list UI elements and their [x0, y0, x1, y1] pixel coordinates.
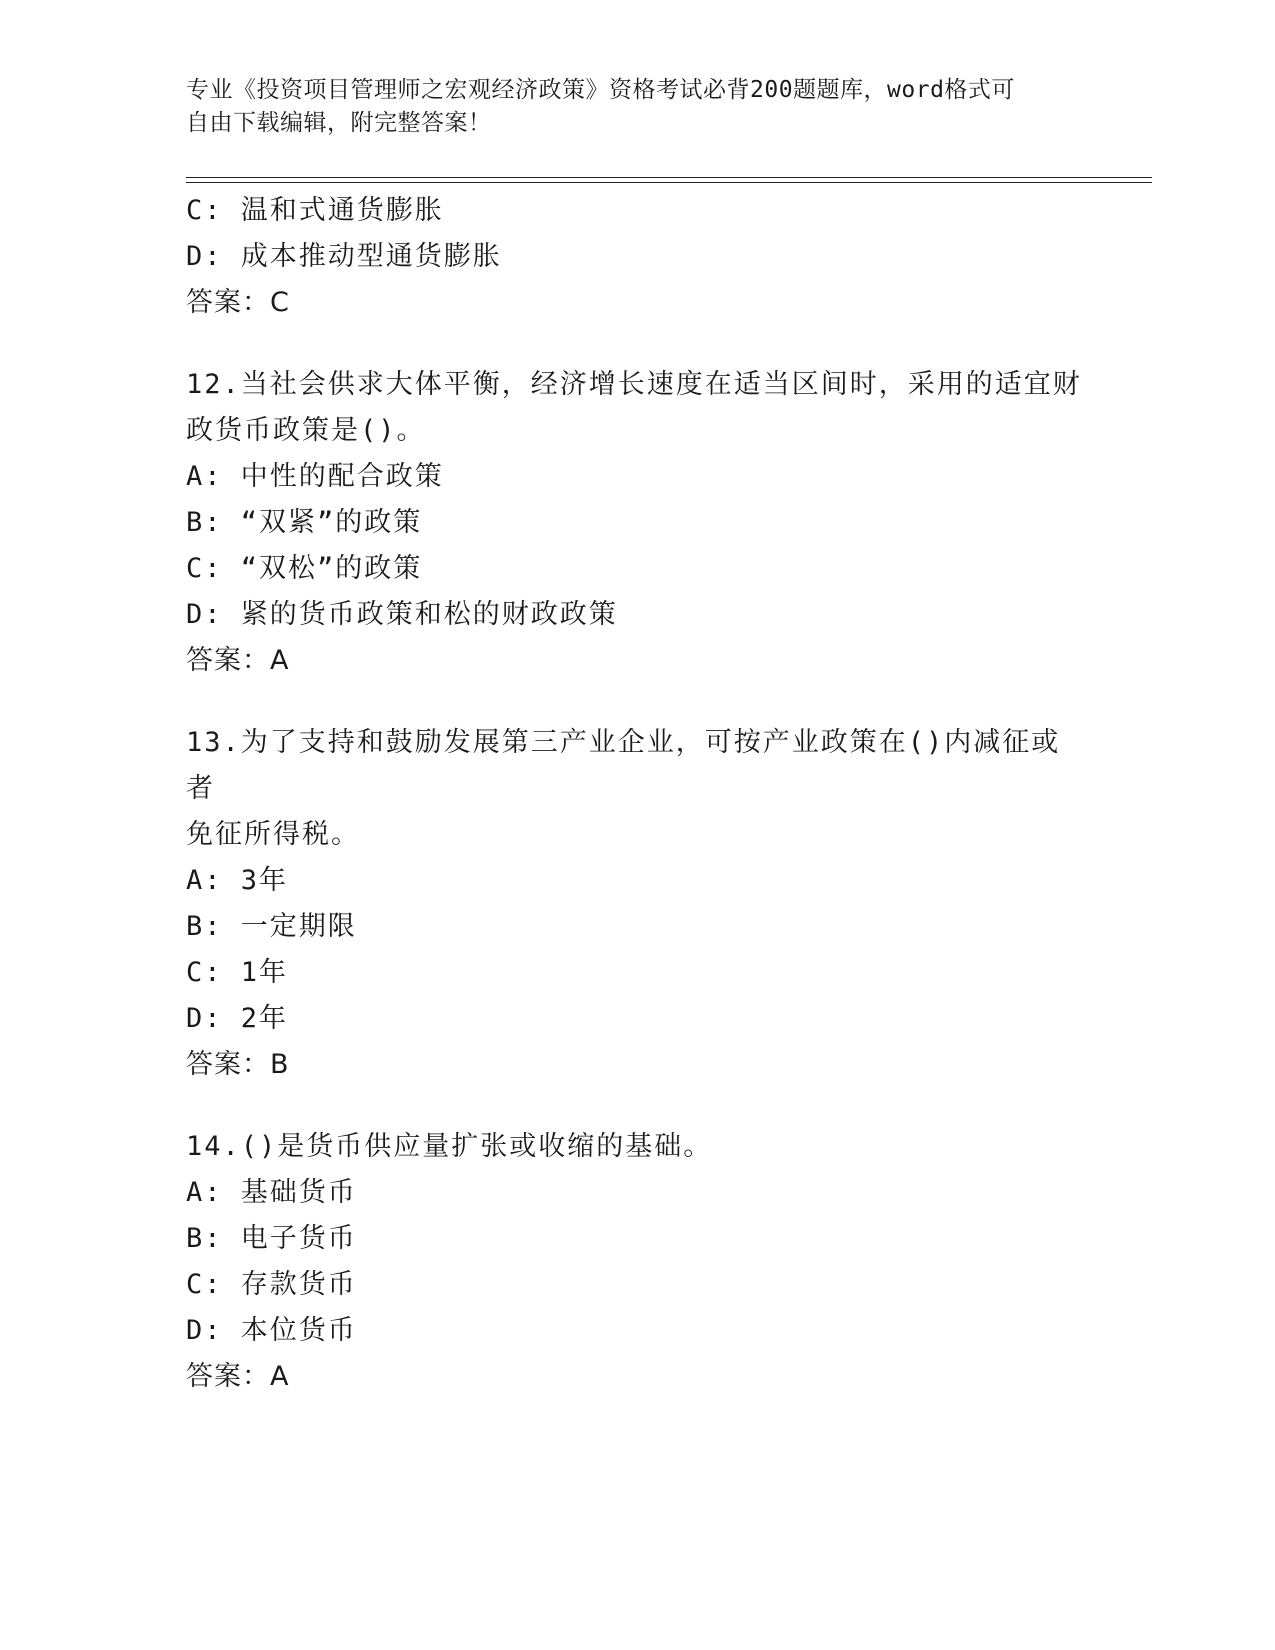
option-d [186, 234, 1086, 280]
answer-label: 答案： [186, 1049, 270, 1080]
option-text: 基础货币 [240, 1177, 357, 1208]
option-b [186, 500, 1086, 546]
option-label: B: [186, 1223, 223, 1254]
question-list [186, 188, 1086, 1400]
question-block-13 [186, 720, 1086, 1088]
question-text [186, 720, 1086, 858]
option-text: 2年 [240, 1003, 289, 1034]
question-line-1: 13.为了支持和鼓励发展第三产业企业，可按产业政策在()内减征或者 [186, 727, 1061, 804]
option-text: 中性的配合政策 [240, 461, 444, 492]
option-label: A: [186, 865, 223, 896]
option-b [186, 1216, 1086, 1262]
question-line-1: 14.()是货币供应量扩张或收缩的基础。 [186, 1131, 713, 1162]
option-label: D: [186, 599, 223, 630]
option-label: C: [186, 553, 223, 584]
option-text: 紧的货币政策和松的财政政策 [240, 599, 618, 630]
option-b [186, 904, 1086, 950]
option-text: “双紧”的政策 [240, 507, 423, 538]
option-label: B: [186, 911, 223, 942]
option-label: D: [186, 1003, 223, 1034]
option-text: 3年 [240, 865, 289, 896]
answer-label: 答案： [186, 645, 270, 676]
option-text: 本位货币 [240, 1315, 357, 1346]
header-rule-top [186, 177, 1152, 178]
option-label: D: [186, 241, 223, 272]
option-d [186, 592, 1086, 638]
option-text: 温和式通货膨胀 [240, 195, 444, 226]
question-line-2: 政货币政策是()。 [186, 415, 426, 446]
answer-label: 答案： [186, 287, 270, 318]
option-a [186, 454, 1086, 500]
answer-value: A [270, 1361, 290, 1392]
option-label: C: [186, 195, 223, 226]
option-label: C: [186, 957, 223, 988]
answer-value: B [270, 1049, 290, 1080]
answer-label: 答案： [186, 1361, 270, 1392]
option-c [186, 188, 1086, 234]
question-block-14 [186, 1124, 1086, 1400]
option-text: 1年 [240, 957, 289, 988]
option-c [186, 546, 1086, 592]
question-line-2: 免征所得税。 [186, 819, 360, 850]
header-rule-bottom [186, 182, 1152, 183]
option-label: D: [186, 1315, 223, 1346]
option-d [186, 996, 1086, 1042]
option-label: A: [186, 1177, 223, 1208]
answer-line [186, 280, 1086, 326]
option-label: B: [186, 507, 223, 538]
option-a [186, 858, 1086, 904]
option-text: “双松”的政策 [240, 553, 423, 584]
answer-value: C [270, 287, 290, 318]
header-line-2: 自由下载编辑，附完整答案！ [186, 110, 492, 136]
answer-value: A [270, 645, 290, 676]
question-block-12 [186, 362, 1086, 684]
page-header [186, 74, 1086, 140]
option-text: 一定期限 [240, 911, 357, 942]
option-c [186, 950, 1086, 996]
answer-line [186, 638, 1086, 684]
option-text: 电子货币 [240, 1223, 357, 1254]
option-d [186, 1308, 1086, 1354]
option-c [186, 1262, 1086, 1308]
answer-line [186, 1042, 1086, 1088]
question-line-1: 12.当社会供求大体平衡，经济增长速度在适当区间时，采用的适宜财 [186, 369, 1082, 400]
option-a [186, 1170, 1086, 1216]
header-line-1: 专业《投资项目管理师之宏观经济政策》资格考试必背200题题库，word格式可 [186, 77, 1015, 103]
option-text: 存款货币 [240, 1269, 357, 1300]
question-text [186, 1124, 1086, 1170]
answer-line [186, 1354, 1086, 1400]
option-label: C: [186, 1269, 223, 1300]
question-block-continued [186, 188, 1086, 326]
option-text: 成本推动型通货膨胀 [240, 241, 502, 272]
option-label: A: [186, 461, 223, 492]
question-text [186, 362, 1086, 454]
